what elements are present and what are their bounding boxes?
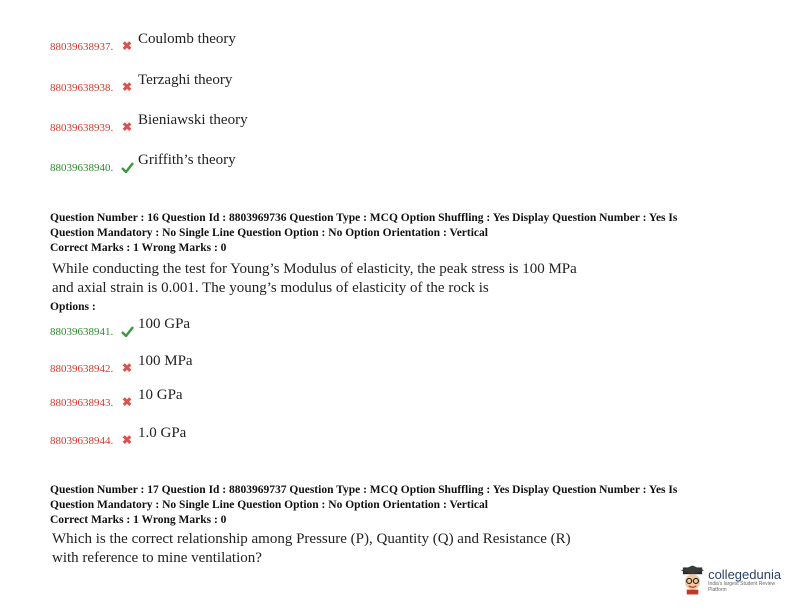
cross-icon: ✖: [121, 80, 133, 94]
option-number: 88039638941.: [50, 325, 114, 338]
option-text: Griffith’s theory: [138, 152, 236, 168]
option-text: Coulomb theory: [138, 31, 236, 47]
cross-icon: ✖: [121, 395, 133, 409]
option-text: 100 GPa: [138, 316, 191, 332]
brand-tagline: India's largest Student Review Platform: [708, 580, 776, 593]
option-text: Bieniawski theory: [138, 112, 248, 128]
question-line: with reference to mine ventilation?: [52, 550, 262, 566]
question-line: While conducting the test for Young’s Modulus of elasticity, the peak stress is 100 MPa: [52, 261, 577, 277]
option-88039638940: [50, 152, 236, 176]
option-88039638941: [50, 316, 191, 340]
cross-icon: ✖: [121, 361, 133, 375]
question-16-text: [52, 260, 577, 298]
option-number: 88039638943.: [50, 396, 114, 409]
option-88039638939: [50, 112, 248, 136]
option-88039638938: [50, 72, 233, 96]
option-text: 100 MPa: [138, 353, 193, 369]
cross-icon: ✖: [121, 433, 133, 447]
question-17-meta: [50, 483, 750, 528]
question-line: and axial strain is 0.001. The young’s modulus of elasticity of the rock is: [52, 280, 489, 296]
option-number: 88039638939.: [50, 121, 114, 134]
option-number: 88039638942.: [50, 362, 114, 375]
marks-line: Correct Marks : 1 Wrong Marks : 0: [50, 514, 227, 526]
option-88039638937: [50, 31, 236, 55]
option-88039638943: [50, 387, 183, 411]
option-number: 88039638938.: [50, 81, 114, 94]
option-text: 10 GPa: [138, 387, 183, 403]
check-icon: [120, 162, 134, 173]
option-text: Terzaghi theory: [138, 72, 233, 88]
option-text: 1.0 GPa: [138, 425, 187, 441]
question-16-meta: [50, 211, 750, 256]
meta-line: Question Mandatory : No Single Line Question Option : No Option Orientation : Vertical: [50, 499, 488, 511]
option-88039638944: [50, 425, 187, 449]
option-88039638942: [50, 353, 193, 377]
cross-icon: ✖: [121, 39, 133, 53]
question-17-text: [52, 530, 571, 568]
options-label: Options :: [50, 301, 96, 313]
mascot-icon: [680, 565, 705, 595]
option-number: 88039638937.: [50, 40, 114, 53]
question-line: Which is the correct relationship among Pressure (P), Quantity (Q) and Resistance (R): [52, 531, 571, 547]
brand-name: collegedunia: [708, 566, 782, 582]
option-number: 88039638944.: [50, 434, 114, 447]
meta-line: Question Number : 16 Question Id : 8803969736 Question Type : MCQ Option Shuffling : Yes Display Question Number : Yes Is: [50, 212, 678, 224]
cross-icon: ✖: [121, 120, 133, 134]
option-number: 88039638940.: [50, 161, 114, 174]
meta-line: Question Mandatory : No Single Line Question Option : No Option Orientation : Vertical: [50, 227, 488, 239]
meta-line: Question Number : 17 Question Id : 8803969737 Question Type : MCQ Option Shuffling : Yes Display Question Number : Yes Is: [50, 484, 678, 496]
check-icon: [120, 326, 134, 337]
collegedunia-logo: [680, 565, 792, 595]
marks-line: Correct Marks : 1 Wrong Marks : 0: [50, 242, 227, 254]
